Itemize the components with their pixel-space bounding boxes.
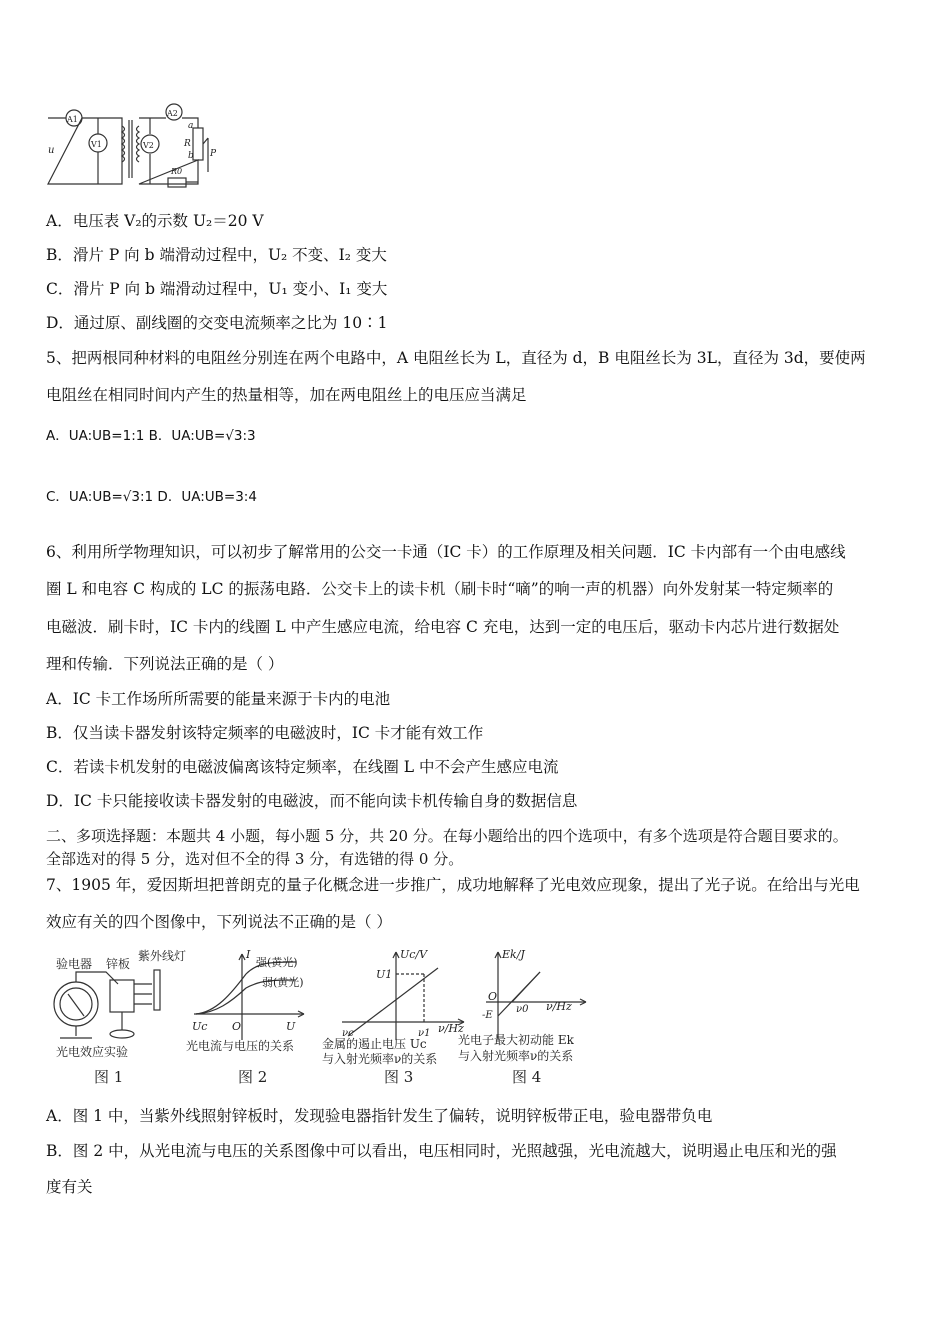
fig3-name: 图 3 xyxy=(384,1068,414,1086)
fig1-label-electroscope: 验电器 xyxy=(56,957,93,971)
fig3-axis-y: Uc/V xyxy=(400,948,428,961)
transformer-circuit-diagram xyxy=(40,98,225,190)
q4-option-d: D．通过原、副线圈的交变电流频率之比为 10∶1 xyxy=(46,314,388,332)
fig3-nu-c-label: νc xyxy=(342,1028,354,1039)
fig4-caption-2: 与入射光频率ν的关系 xyxy=(458,1049,574,1063)
q6-stem-line-3: 电磁波．刷卡时，IC 卡内的线圈 L 中产生感应电流，给电容 C 充电，达到一定的电压后，驱动卡内芯片进行数据处 xyxy=(46,618,840,636)
q7-option-b-line-2: 度有关 xyxy=(46,1178,93,1196)
q6-stem-line-4: 理和传输．下列说法正确的是（ ） xyxy=(46,655,284,673)
circuit-label-v1: V1 xyxy=(91,140,102,149)
q5-stem-line-2: 电阻丝在相同时间内产生的热量相等，加在两电阻丝上的电压应当满足 xyxy=(46,386,527,404)
fig4-neg-e-label: -E xyxy=(482,1010,493,1021)
fig3-axis-x: ν/Hz xyxy=(438,1022,464,1035)
q7-figures xyxy=(46,944,606,1094)
q6-option-a: A．IC 卡工作场所所需要的能量来源于卡内的电池 xyxy=(46,690,391,708)
circuit-label-r0: R0 xyxy=(171,167,183,176)
circuit-label-b: b xyxy=(188,151,194,161)
circuit-label-a1: A1 xyxy=(67,115,78,124)
circuit-label-r: R xyxy=(184,139,191,149)
q7-option-a: A．图 1 中，当紫外线照射锌板时，发现验电器指针发生了偏转，说明锌板带正电，验电器带负电 xyxy=(46,1107,713,1125)
fig4-caption-1: 光电子最大初动能 Ek xyxy=(458,1033,574,1047)
circuit-label-a2: A2 xyxy=(167,109,178,118)
fig4-nu-0-label: ν0 xyxy=(516,1004,529,1015)
fig2-uc-label: Uc xyxy=(192,1020,208,1033)
q4-option-c: C．滑片 P 向 b 端滑动过程中，U₁ 变小、I₁ 变大 xyxy=(46,280,388,298)
q5-options-row-2: C．UA:UB=√3:1 D．UA:UB=3:4 xyxy=(46,489,257,505)
fig3-nu-1-label: ν1 xyxy=(418,1028,431,1039)
fig2-weak-label: 弱(黄光) xyxy=(262,976,304,989)
q5-options-row-1: A．UA:UB=1:1 B．UA:UB=√3:3 xyxy=(46,428,256,444)
q5-stem-line-1: 5、把两根同种材料的电阻丝分别连在两个电路中，A 电阻丝长为 L，直径为 d，B 电阻丝长为 3L，直径为 3d，要使两 xyxy=(46,349,866,367)
fig2-axis-x: U xyxy=(286,1020,296,1033)
circuit-label-a: a xyxy=(188,121,194,131)
fig3-u1-label: U1 xyxy=(376,968,393,981)
fig4-origin: O xyxy=(488,990,498,1003)
section-2-heading-line-1: 二、多项选择题：本题共 4 小题，每小题 5 分，共 20 分。在每小题给出的四个选项中，有多个选项是符合题目要求的。 xyxy=(46,827,848,845)
circuit-label-p: P xyxy=(210,149,217,159)
fig4-axis-x: ν/Hz xyxy=(546,1000,572,1013)
q6-stem-line-1: 6、利用所学物理知识，可以初步了解常用的公交一卡通（IC 卡）的工作原理及相关问题．IC 卡内部有一个由电感线 xyxy=(46,543,846,561)
fig3-caption-2: 与入射光频率ν的关系 xyxy=(322,1052,438,1066)
fig2-axis-y: I xyxy=(246,948,251,961)
fig2-name: 图 2 xyxy=(238,1068,268,1086)
fig2-caption: 光电流与电压的关系 xyxy=(186,1039,295,1053)
fig4-axis-y: Ek/J xyxy=(502,948,525,961)
q6-option-c: C．若读卡机发射的电磁波偏离该特定频率，在线圈 L 中不会产生感应电流 xyxy=(46,758,559,776)
q7-option-b-line-1: B．图 2 中，从光电流与电压的关系图像中可以看出，电压相同时，光照越强，光电流越大，说明遏止电压和光的强 xyxy=(46,1142,837,1160)
section-2-heading-line-2: 全部选对的得 5 分，选对但不全的得 3 分，有选错的得 0 分。 xyxy=(46,850,464,868)
q6-option-b: B．仅当读卡器发射该特定频率的电磁波时，IC 卡才能有效工作 xyxy=(46,724,484,742)
fig1-label-zinc: 锌板 xyxy=(106,957,131,971)
q4-option-b: B．滑片 P 向 b 端滑动过程中，U₂ 不变、I₂ 变大 xyxy=(46,246,387,264)
q7-stem-line-1: 7、1905 年，爱因斯坦把普朗克的量子化概念进一步推广，成功地解释了光电效应现象，提出了光子说。在给出与光电 xyxy=(46,876,860,894)
circuit-label-u: u xyxy=(48,145,55,156)
fig1-label-uv-lamp: 紫外线灯 xyxy=(138,949,187,963)
fig4-name: 图 4 xyxy=(512,1068,542,1086)
q6-stem-line-2: 圈 L 和电容 C 构成的 LC 的振荡电路．公交卡上的读卡机（刷卡时“嘀”的响一声的机器）向外发射某一特定频率的 xyxy=(46,580,834,598)
circuit-label-v2: V2 xyxy=(143,141,154,150)
q4-option-a: A．电压表 V₂的示数 U₂＝20 V xyxy=(46,212,264,230)
q6-option-d: D．IC 卡只能接收读卡器发射的电磁波，而不能向读卡机传输自身的数据信息 xyxy=(46,792,578,810)
fig1-caption: 光电效应实验 xyxy=(56,1045,129,1059)
fig2-origin: O xyxy=(232,1020,242,1033)
fig1-name: 图 1 xyxy=(94,1068,124,1086)
fig3-caption-1: 金属的遏止电压 Uc xyxy=(322,1037,427,1051)
fig2-strong-label: 强(黄光) xyxy=(256,956,298,969)
q7-stem-line-2: 效应有关的四个图像中，下列说法不正确的是（ ） xyxy=(46,913,392,931)
